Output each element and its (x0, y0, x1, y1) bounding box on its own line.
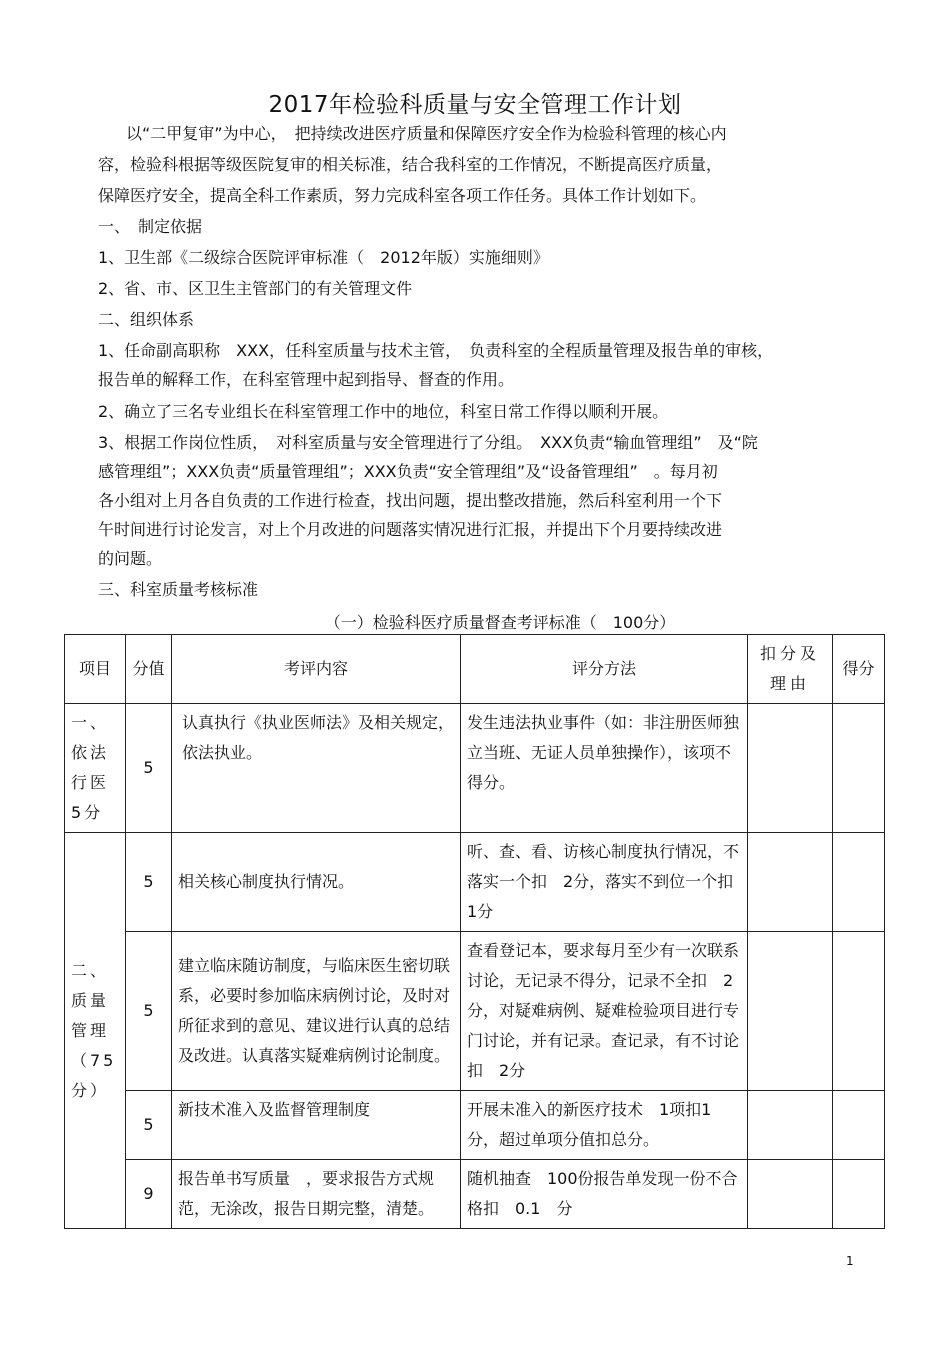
row-score: 5 (126, 833, 172, 932)
basis-item-1: 1、卫生部《二级综合医院评审标准（ 2012年版）实施细则》 (98, 248, 549, 267)
org-item-3-line-2: 感管理组”；XXX负责“质量管理组”；XXX负责“安全管理组”及“设备管理组” 。每月初 (98, 462, 718, 481)
table-row (65, 704, 885, 833)
header-method: 评分方法 (461, 635, 748, 704)
header-obtained: 得分 (833, 635, 885, 704)
row-obtained (833, 1160, 885, 1229)
org-item-3-line-3: 各小组对上月各自负责的工作进行检查，找出问题，提出整改措施，然后科室利用一个下 (98, 491, 723, 510)
heading-organization: 二、组织体系 (98, 310, 195, 329)
org-item-3-line-1: 3、根据工作岗位性质， 对科室质量与安全管理进行了分组。 XXX负责“输血管理组” 及“院 (98, 433, 758, 452)
row-obtained (833, 932, 885, 1091)
quality-assessment-table (64, 634, 885, 1229)
row-score: 5 (126, 704, 172, 833)
row-obtained (833, 1091, 885, 1160)
org-item-2: 2、确立了三名专业组长在科室管理工作中的地位，科室日常工作得以顺利开展。 (98, 402, 669, 421)
row-deduction (748, 833, 833, 932)
row-content: 认真执行《执业医师法》及相关规定，依法执业。 (172, 704, 461, 833)
section-quality-management: 二、质量管理 （75分） (65, 833, 126, 1229)
header-score: 分值 (126, 635, 172, 704)
heading-standards: 三、科室质量考核标准 (98, 580, 259, 599)
row-score: 9 (126, 1160, 172, 1229)
org-item-1-line-2: 报告单的解释工作，在科室管理中起到指导、督查的作用。 (98, 370, 515, 389)
row-score: 5 (126, 1091, 172, 1160)
header-item: 项目 (65, 635, 126, 704)
intro-line-2: 容，检验科根据等级医院复审的相关标准，结合我科室的工作情况，不断提高医疗质量， (98, 155, 723, 174)
row-deduction (748, 704, 833, 833)
row-content: 相关核心制度执行情况。 (172, 833, 461, 932)
table-row (65, 1091, 885, 1160)
header-deduction: 扣分及理由 (748, 635, 833, 704)
document-title: 2017年检验科质量与安全管理工作计划 (268, 92, 682, 118)
header-content: 考评内容 (172, 635, 461, 704)
row-content: 新技术准入及监督管理制度 (172, 1091, 461, 1160)
table-header-row (65, 635, 885, 704)
table-row (65, 1160, 885, 1229)
basis-item-2: 2、省、市、区卫生主管部门的有关管理文件 (98, 279, 413, 298)
row-score: 5 (126, 932, 172, 1091)
row-deduction (748, 1160, 833, 1229)
row-deduction (748, 932, 833, 1091)
row-deduction (748, 1091, 833, 1160)
org-item-3-line-4: 午时间进行讨论发言，对上个月改进的问题落实情况进行汇报，并提出下个月要持续改进 (98, 520, 723, 539)
row-obtained (833, 833, 885, 932)
intro-line-1: 以“二甲复审”为中心， 把持续改进医疗质量和保障医疗安全作为检验科管理的核心内 (126, 124, 727, 143)
table-row (65, 833, 885, 932)
org-item-1-line-1: 1、任命副高职称 XXX，任科室质量与技术主管， 负责科室的全程质量管理及报告单的审核， (98, 341, 774, 360)
table-caption: （一）检验科医疗质量督查考评标准（ 100分） (324, 613, 676, 632)
heading-basis: 一、 制定依据 (98, 217, 203, 236)
table-row (65, 932, 885, 1091)
row-method: 查看登记本，要求每月至少有一次联系讨论，无记录不得分，记录不全扣 2分，对疑难病例、疑难检验项目进行专门讨论，并有记录。查记录，有不讨论扣 2分 (461, 932, 748, 1091)
row-method: 发生违法执业事件（如：非注册医师独立当班、无证人员单独操作），该项不得分。 (461, 704, 748, 833)
org-item-3-line-5: 的问题。 (98, 549, 163, 568)
row-method: 听、查、看、访核心制度执行情况，不落实一个扣 2分，落实不到位一个扣 1分 (461, 833, 748, 932)
row-method: 开展未准入的新医疗技术 1项扣1分，超过单项分值扣总分。 (461, 1091, 748, 1160)
row-content: 报告单书写质量 ，要求报告方式规范，无涂改，报告日期完整，清楚。 (172, 1160, 461, 1229)
page-number: 1 (846, 1254, 854, 1268)
section-legal-practice: 一、依法行医5分 (65, 704, 126, 833)
row-method: 随机抽查 100份报告单发现一份不合格扣 0.1 分 (461, 1160, 748, 1229)
row-content: 建立临床随访制度，与临床医生密切联系，必要时参加临床病例讨论，及时对所征求到的意见、建议进行认真的总结及改进。认真落实疑难病例讨论制度。 (172, 932, 461, 1091)
row-obtained (833, 704, 885, 833)
intro-line-3: 保障医疗安全，提高全科工作素质，努力完成科室各项工作任务。具体工作计划如下。 (98, 186, 707, 205)
